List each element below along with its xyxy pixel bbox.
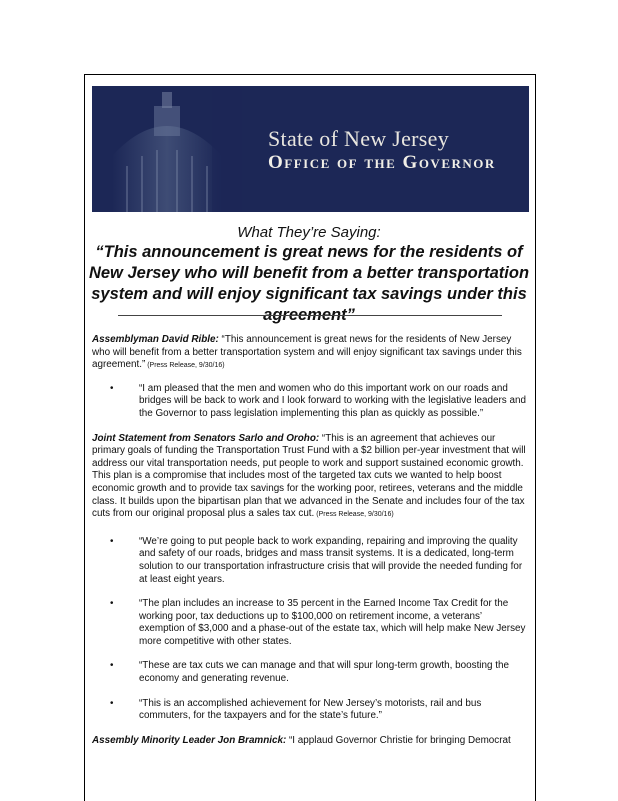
headline-quote: “This announcement is great news for the residents of New Jersey who will benefit from a better transportation system and will enjoy significant tax savings under this agreement” <box>88 243 530 324</box>
quote-text: “The plan includes an increase to 35 percent in the Earned Income Tax Credit for the working poor, tax deductions up to $100,000 on retirement income, a veterans’ exemption of $3,000 and a phase-out of the estate tax, which will help make New Jersey more competitive with other states. <box>139 598 526 647</box>
bullet-icon: • <box>110 535 114 547</box>
citation: (Press Release, 9/30/16) <box>145 362 225 370</box>
statement-paragraph <box>92 334 526 373</box>
statements-body <box>92 334 526 747</box>
quote-text: “This is an accomplished achievement for New Jersey’s motorists, rail and bus commuters, for the taxpayers and for the state’s future.” <box>139 697 482 722</box>
capitol-dome-image <box>92 86 242 212</box>
statement-paragraph <box>92 735 526 748</box>
list-item <box>92 660 526 685</box>
speaker-name: Assemblyman David Rible: <box>92 334 219 345</box>
quote-text: “We’re going to put people back to work expanding, repairing and improving the quality and safety of our roads, bridges and mass transit systems. It is a dedicated, long-term solution to our transportation infrastructure crisis that will provide the needed funding for at least eight years. <box>139 535 523 585</box>
quote-list <box>92 383 526 421</box>
statement-text: “I applaud Governor Christie for bringing Democrat <box>286 734 511 746</box>
quote-list <box>92 536 526 723</box>
quote-text: “I am pleased that the men and women who do this important work on our roads and bridges will be back to work and I look forward to working with the legislative leaders and the Governor to pass legislation implementing this plan as quickly as possible.” <box>139 382 526 419</box>
bullet-icon: • <box>110 697 114 709</box>
list-item <box>92 598 526 648</box>
bullet-icon: • <box>110 598 114 610</box>
statement-text: “This announcement is great news for the residents of New Jersey who will benefit from a better transportation system and will enjoy significant tax savings under this agreement.” <box>92 334 522 371</box>
governor-office-banner <box>92 86 529 212</box>
speaker-name: Assembly Minority Leader Jon Bramnick: <box>92 734 287 746</box>
statement-text: “This is an agreement that achieves our primary goals of funding the Transportation Trust Fund with a $2 billion per-year investment that will address our vital transportation needs, put people to work and support sustained economic growth. This plan is a compromise that includes most of the targeted tax cuts we wanted to help boost economic growth and to provide tax savings for the working poor, retirees, veterans and the middle class. It builds upon the bipartisan plan that we advanced in the Senate and includes four of the tax cuts from our original proposal plus a sales tax cut. <box>92 432 526 520</box>
kicker-text: What They’re Saying: <box>237 224 381 241</box>
banner-office-title: Office of the Governor <box>268 152 496 173</box>
statement-paragraph <box>92 433 526 522</box>
bullet-icon: • <box>110 660 114 672</box>
citation: (Press Release, 9/30/16) <box>314 511 394 519</box>
divider-rule <box>118 315 502 316</box>
bullet-icon: • <box>110 382 114 394</box>
list-item <box>92 698 526 723</box>
quote-text: “These are tax cuts we can manage and that will spur long-term growth, boosting the economy and generating revenue. <box>139 660 509 685</box>
list-item <box>92 536 526 586</box>
list-item <box>92 383 526 421</box>
banner-state-title: State of New Jersey <box>268 126 450 151</box>
speaker-name: Joint Statement from Senators Sarlo and Oroho: <box>92 432 320 444</box>
